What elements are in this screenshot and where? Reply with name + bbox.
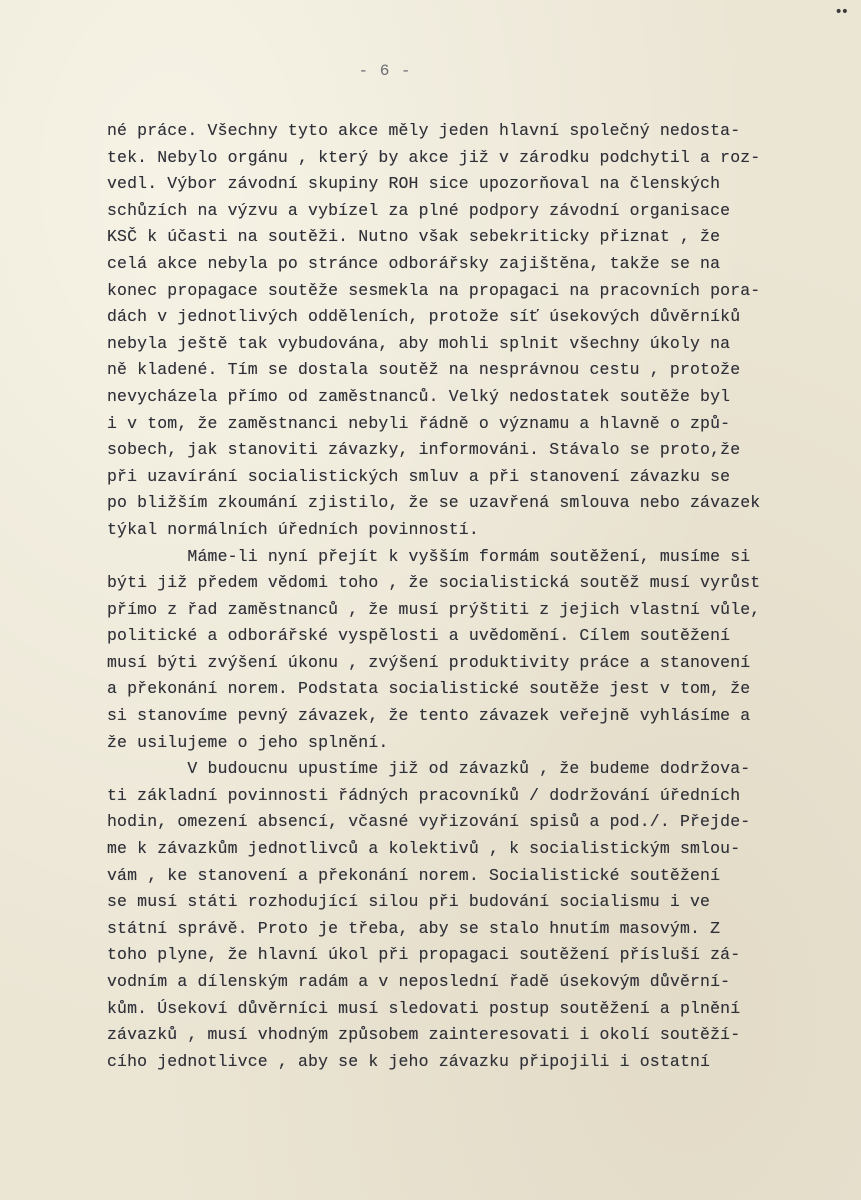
- text-line: tek. Nebylo orgánu , který by akce již v zárodku podchytil a roz-: [107, 147, 761, 167]
- text-line: konec propagace soutěže sesmekla na propagaci na pracovních pora-: [107, 280, 761, 300]
- page-number: - 6 -: [358, 62, 412, 80]
- text-line: týkal normálních úředních povinností.: [107, 519, 479, 539]
- text-line: a překonání norem. Podstata socialistické soutěže jest v tom, že: [107, 679, 751, 699]
- text-line: závazků , musí vhodným způsobem zainteresovati i okolí soutěží-: [107, 1025, 741, 1045]
- text-line: politické a odborářské vyspělosti a uvědomění. Cílem soutěžení: [107, 626, 731, 646]
- text-line: při uzavírání socialistických smluv a při stanovení závazku se: [107, 466, 731, 486]
- text-line: sobech, jak stanoviti závazky, informováni. Stávalo se proto,že: [107, 440, 741, 460]
- text-line: celá akce nebyla po stránce odborářsky zajištěna, takže se na: [107, 253, 721, 273]
- text-line: né práce. Všechny tyto akce měly jeden hlavní společný nedosta-: [107, 121, 741, 140]
- text-line: cího jednotlivce , aby se k jeho závazku připojili i ostatní: [107, 1051, 711, 1071]
- text-line: KSČ k účasti na soutěži. Nutno však sebekriticky přiznat , že: [107, 227, 721, 247]
- text-line: musí býti zvýšení úkonu , zvýšení produktivity práce a stanovení: [107, 652, 751, 672]
- text-line: vodním a dílenským radám a v neposlední řadě úsekovým důvěrní-: [107, 972, 731, 991]
- text-line: nebyla ještě tak vybudována, aby mohli splnit všechny úkoly na: [107, 333, 731, 353]
- text-line: i v tom, že zaměstnanci nebyli řádně o významu a hlavně o způ-: [107, 413, 731, 433]
- text-line: toho plyne, že hlavní úkol při propagaci soutěžení přísluší zá-: [107, 945, 741, 965]
- text-line: po bližším zkoumání zjistilo, že se uzavřená smlouva nebo závazek: [107, 493, 761, 513]
- text-line: dách v jednotlivých odděleních, protože síť úsekových důvěrníků: [107, 307, 741, 327]
- text-line: si stanovíme pevný závazek, že tento závazek veřejně vyhlásíme a: [107, 706, 751, 726]
- text-line: schůzích na výzvu a vybízel za plné podpory závodní organisace: [107, 200, 731, 220]
- text-line: vám , ke stanovení a překonání norem. Socialistické soutěžení: [107, 865, 721, 885]
- corner-ink-mark: ••: [834, 4, 847, 20]
- text-line: býti již předem vědomi toho , že socialistická soutěž musí vyrůst: [107, 573, 761, 593]
- text-line: že usilujeme o jeho splnění.: [107, 732, 389, 752]
- text-line: kům. Úsekoví důvěrníci musí sledovati postup soutěžení a plnění: [107, 998, 741, 1018]
- text-line: ti základní povinnosti řádných pracovníků / dodržování úředních: [107, 785, 741, 805]
- text-line: vedl. Výbor závodní skupiny ROH sice upozorňoval na členských: [107, 174, 721, 194]
- text-line: me k závazkům jednotlivců a kolektivů , k socialistickým smlou-: [107, 839, 741, 859]
- text-line: ně kladené. Tím se dostala soutěž na nesprávnou cestu , protože: [107, 360, 741, 380]
- text-line: státní správě. Proto je třeba, aby se stalo hnutím masovým. Z: [107, 918, 721, 938]
- typewritten-body: [107, 118, 827, 1075]
- text-line: se musí státi rozhodující silou při budování socialismu i ve: [107, 892, 711, 912]
- text-line: Máme-li nyní přejít k vyšším formám soutěžení, musíme si: [107, 546, 751, 566]
- text-line: nevycházela přímo od zaměstnanců. Velký nedostatek soutěže byl: [107, 386, 731, 406]
- text-line: přímo z řad zaměstnanců , že musí prýštiti z jejich vlastní vůle,: [107, 599, 761, 619]
- text-line: hodin, omezení absencí, včasné vyřizování spisů a pod./. Přejde-: [107, 812, 751, 832]
- text-line: V budoucnu upustíme již od závazků , že budeme dodržova-: [107, 759, 751, 779]
